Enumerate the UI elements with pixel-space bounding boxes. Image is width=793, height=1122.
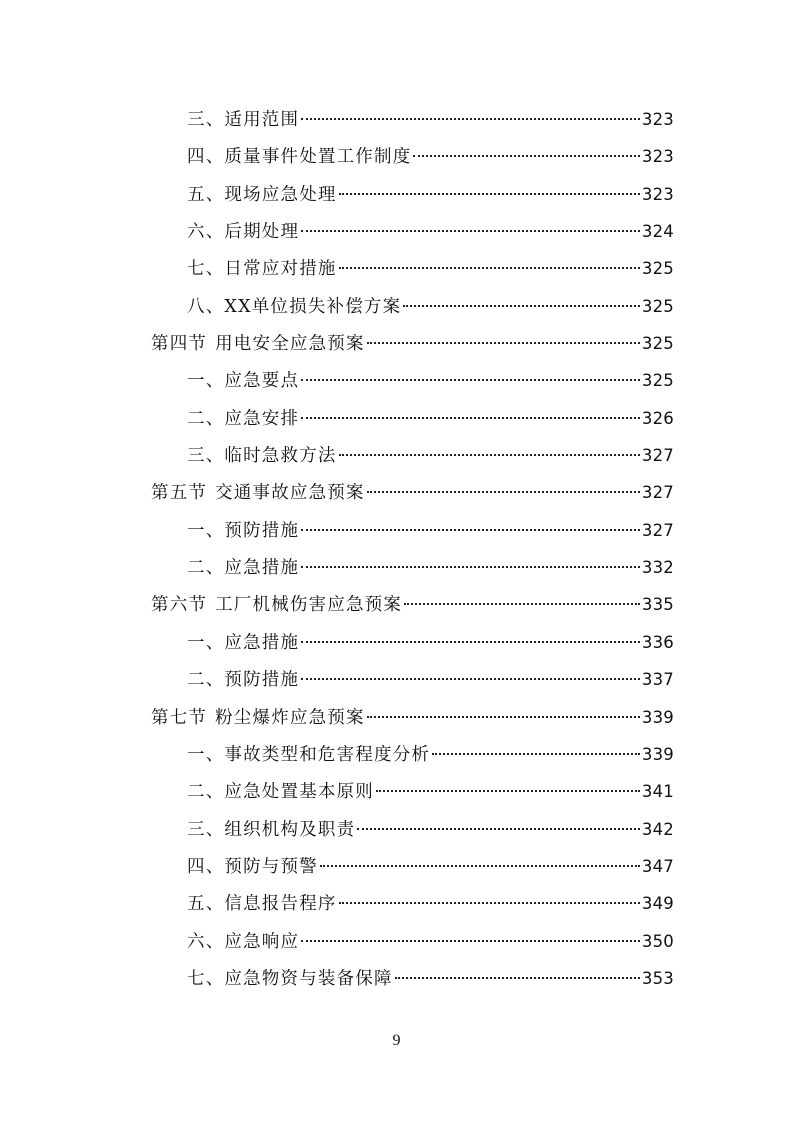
- toc-dot-leader: [339, 193, 640, 195]
- toc-entry-text: XX单位损失补偿方案: [224, 296, 402, 317]
- toc-entry-title: [187, 513, 299, 550]
- table-of-contents: [151, 101, 674, 997]
- toc-entry-title: [187, 177, 337, 214]
- toc-entry-page: 339: [641, 744, 674, 764]
- toc-entry-title: [187, 812, 355, 849]
- toc-entry-text: 应急措施: [224, 632, 300, 653]
- toc-entry-title: [187, 214, 299, 251]
- toc-entry[interactable]: [151, 885, 674, 922]
- toc-entry-title: [187, 774, 374, 811]
- toc-entry-page: 327: [641, 520, 674, 540]
- toc-dot-leader: [301, 230, 640, 232]
- toc-entry-number: 六、: [187, 931, 225, 952]
- toc-section-entry[interactable]: [151, 325, 674, 362]
- toc-entry-page: 327: [641, 483, 674, 503]
- toc-entry-title: [187, 102, 299, 139]
- toc-dot-leader: [367, 491, 640, 493]
- toc-entry-number: 二、: [187, 670, 225, 691]
- toc-entry-title: [187, 662, 299, 699]
- toc-dot-leader: [301, 678, 640, 680]
- toc-entry-number: 第五节: [151, 483, 208, 504]
- toc-entry-text: 临时急救方法: [224, 446, 337, 467]
- toc-entry-text: 预防与预警: [224, 856, 318, 877]
- toc-entry-text: 质量事件处置工作制度: [224, 147, 412, 168]
- toc-entry-text: 应急措施: [224, 558, 300, 579]
- toc-entry-page: 336: [641, 632, 674, 652]
- toc-entry-number: 六、: [187, 222, 225, 243]
- toc-entry[interactable]: [151, 250, 674, 287]
- toc-entry-title: [187, 625, 299, 662]
- toc-entry-page: 342: [641, 819, 674, 839]
- toc-entry[interactable]: [151, 624, 674, 661]
- toc-entry-page: 325: [641, 334, 674, 354]
- toc-entry-title: [187, 961, 393, 998]
- toc-entry-number: 七、: [187, 968, 225, 989]
- toc-entry-title: [151, 700, 365, 737]
- toc-entry-page: 323: [641, 184, 674, 204]
- toc-entry[interactable]: [151, 773, 674, 810]
- toc-entry-number: 八、: [187, 296, 225, 317]
- toc-entry-number: 五、: [187, 894, 225, 915]
- toc-entry-page: 327: [641, 446, 674, 466]
- toc-entry-title: [151, 326, 365, 363]
- toc-section-entry[interactable]: [151, 586, 674, 623]
- toc-entry-page: 324: [641, 222, 674, 242]
- toc-dot-leader: [301, 641, 640, 643]
- toc-entry-text: 应急安排: [224, 408, 300, 429]
- toc-dot-leader: [339, 267, 640, 269]
- toc-entry-page: 325: [641, 371, 674, 391]
- toc-section-entry[interactable]: [151, 474, 674, 511]
- toc-entry-title: [187, 438, 337, 475]
- toc-dot-leader: [301, 417, 640, 419]
- toc-entry[interactable]: [151, 960, 674, 997]
- toc-entry-title: [187, 737, 430, 774]
- toc-entry-page: 326: [641, 408, 674, 428]
- toc-entry-title: [151, 475, 365, 512]
- toc-entry-text: 用电安全应急预案: [215, 334, 365, 355]
- toc-dot-leader: [403, 305, 640, 307]
- toc-dot-leader: [339, 454, 640, 456]
- toc-entry-page: 323: [641, 110, 674, 129]
- toc-entry-text: 预防措施: [224, 520, 300, 541]
- toc-entry-number: 一、: [187, 632, 225, 653]
- toc-entry-text: 事故类型和危害程度分析: [224, 744, 431, 765]
- toc-entry-text: 应急要点: [224, 371, 300, 392]
- toc-dot-leader: [301, 529, 640, 531]
- toc-entry-text: 适用范围: [224, 110, 300, 130]
- toc-entry-title: [187, 401, 299, 438]
- toc-entry-text: 信息报告程序: [224, 894, 337, 915]
- toc-dot-leader: [301, 940, 640, 942]
- toc-entry-number: 四、: [187, 856, 225, 877]
- toc-entry[interactable]: [151, 400, 674, 437]
- toc-entry-number: 二、: [187, 782, 225, 803]
- toc-entry-title: [187, 363, 299, 400]
- toc-entry[interactable]: [151, 848, 674, 885]
- toc-entry-title: [151, 587, 402, 624]
- toc-entry-page: 353: [641, 968, 674, 988]
- toc-entry-text: 粉尘爆炸应急预案: [215, 707, 365, 728]
- toc-entry-page: 347: [641, 856, 674, 876]
- toc-entry-page: 337: [641, 670, 674, 690]
- toc-entry[interactable]: [151, 811, 674, 848]
- toc-entry-title: [187, 924, 299, 961]
- toc-entry-number: 一、: [187, 371, 225, 392]
- toc-dot-leader: [320, 865, 640, 867]
- toc-entry-page: 339: [641, 707, 674, 727]
- toc-entry[interactable]: [151, 213, 674, 250]
- toc-entry-text: 应急处置基本原则: [224, 782, 375, 803]
- toc-entry-number: 三、: [187, 819, 225, 840]
- toc-entry[interactable]: [151, 661, 674, 698]
- toc-entry-number: 第七节: [151, 707, 208, 728]
- toc-entry-page: 325: [641, 259, 674, 279]
- toc-entry-text: 现场应急处理: [224, 184, 337, 205]
- toc-entry[interactable]: [151, 101, 674, 138]
- toc-entry[interactable]: [151, 736, 674, 773]
- page-number: 9: [392, 1032, 401, 1049]
- toc-entry-number: 四、: [187, 147, 225, 168]
- toc-entry-page: 332: [641, 558, 674, 578]
- toc-entry-text: 后期处理: [224, 222, 300, 243]
- toc-entry[interactable]: [151, 288, 674, 325]
- toc-dot-leader: [367, 716, 640, 718]
- toc-dot-leader: [301, 118, 640, 120]
- toc-entry-number: 三、: [187, 446, 225, 467]
- toc-dot-leader: [367, 342, 640, 344]
- toc-entry-title: [187, 251, 337, 288]
- toc-entry[interactable]: [151, 512, 674, 549]
- toc-entry-text: 预防措施: [224, 670, 300, 691]
- toc-section-entry[interactable]: [151, 699, 674, 736]
- toc-entry-title: [187, 849, 318, 886]
- toc-entry[interactable]: [151, 176, 674, 213]
- toc-entry-number: 七、: [187, 259, 225, 280]
- toc-entry-page: 335: [641, 595, 674, 615]
- toc-entry[interactable]: [151, 923, 674, 960]
- toc-entry-text: 应急物资与装备保障: [224, 968, 393, 989]
- toc-dot-leader: [376, 790, 640, 792]
- toc-dot-leader: [357, 828, 640, 830]
- toc-entry[interactable]: [151, 437, 674, 474]
- toc-entry-page: 325: [641, 296, 674, 316]
- toc-entry[interactable]: [151, 138, 674, 175]
- toc-entry-title: [187, 886, 337, 923]
- toc-entry-number: 一、: [187, 520, 225, 541]
- toc-entry[interactable]: [151, 362, 674, 399]
- toc-entry-text: 工厂机械伤害应急预案: [215, 595, 403, 616]
- toc-entry-title: [187, 139, 411, 176]
- toc-entry-page: 350: [641, 931, 674, 951]
- toc-entry-text: 组织机构及职责: [224, 819, 356, 840]
- toc-entry-number: 五、: [187, 184, 225, 205]
- toc-dot-leader: [395, 977, 640, 979]
- toc-dot-leader: [339, 902, 640, 904]
- toc-entry-number: 二、: [187, 558, 225, 579]
- toc-entry-title: [187, 289, 401, 326]
- toc-dot-leader: [432, 753, 640, 755]
- toc-entry-title: [187, 550, 299, 587]
- toc-entry-number: 三、: [187, 110, 225, 130]
- toc-entry-text: 应急响应: [224, 931, 300, 952]
- toc-dot-leader: [301, 566, 640, 568]
- toc-entry-text: 交通事故应急预案: [215, 483, 365, 504]
- toc-dot-leader: [404, 603, 640, 605]
- toc-entry[interactable]: [151, 549, 674, 586]
- toc-entry-page: 323: [641, 147, 674, 167]
- toc-entry-number: 第六节: [151, 595, 208, 616]
- toc-dot-leader: [413, 155, 640, 157]
- toc-entry-page: 349: [641, 894, 674, 914]
- toc-entry-number: 二、: [187, 408, 225, 429]
- toc-dot-leader: [301, 379, 640, 381]
- toc-entry-text: 日常应对措施: [224, 259, 337, 280]
- toc-entry-number: 一、: [187, 744, 225, 765]
- toc-entry-number: 第四节: [151, 334, 208, 355]
- toc-entry-page: 341: [641, 782, 674, 802]
